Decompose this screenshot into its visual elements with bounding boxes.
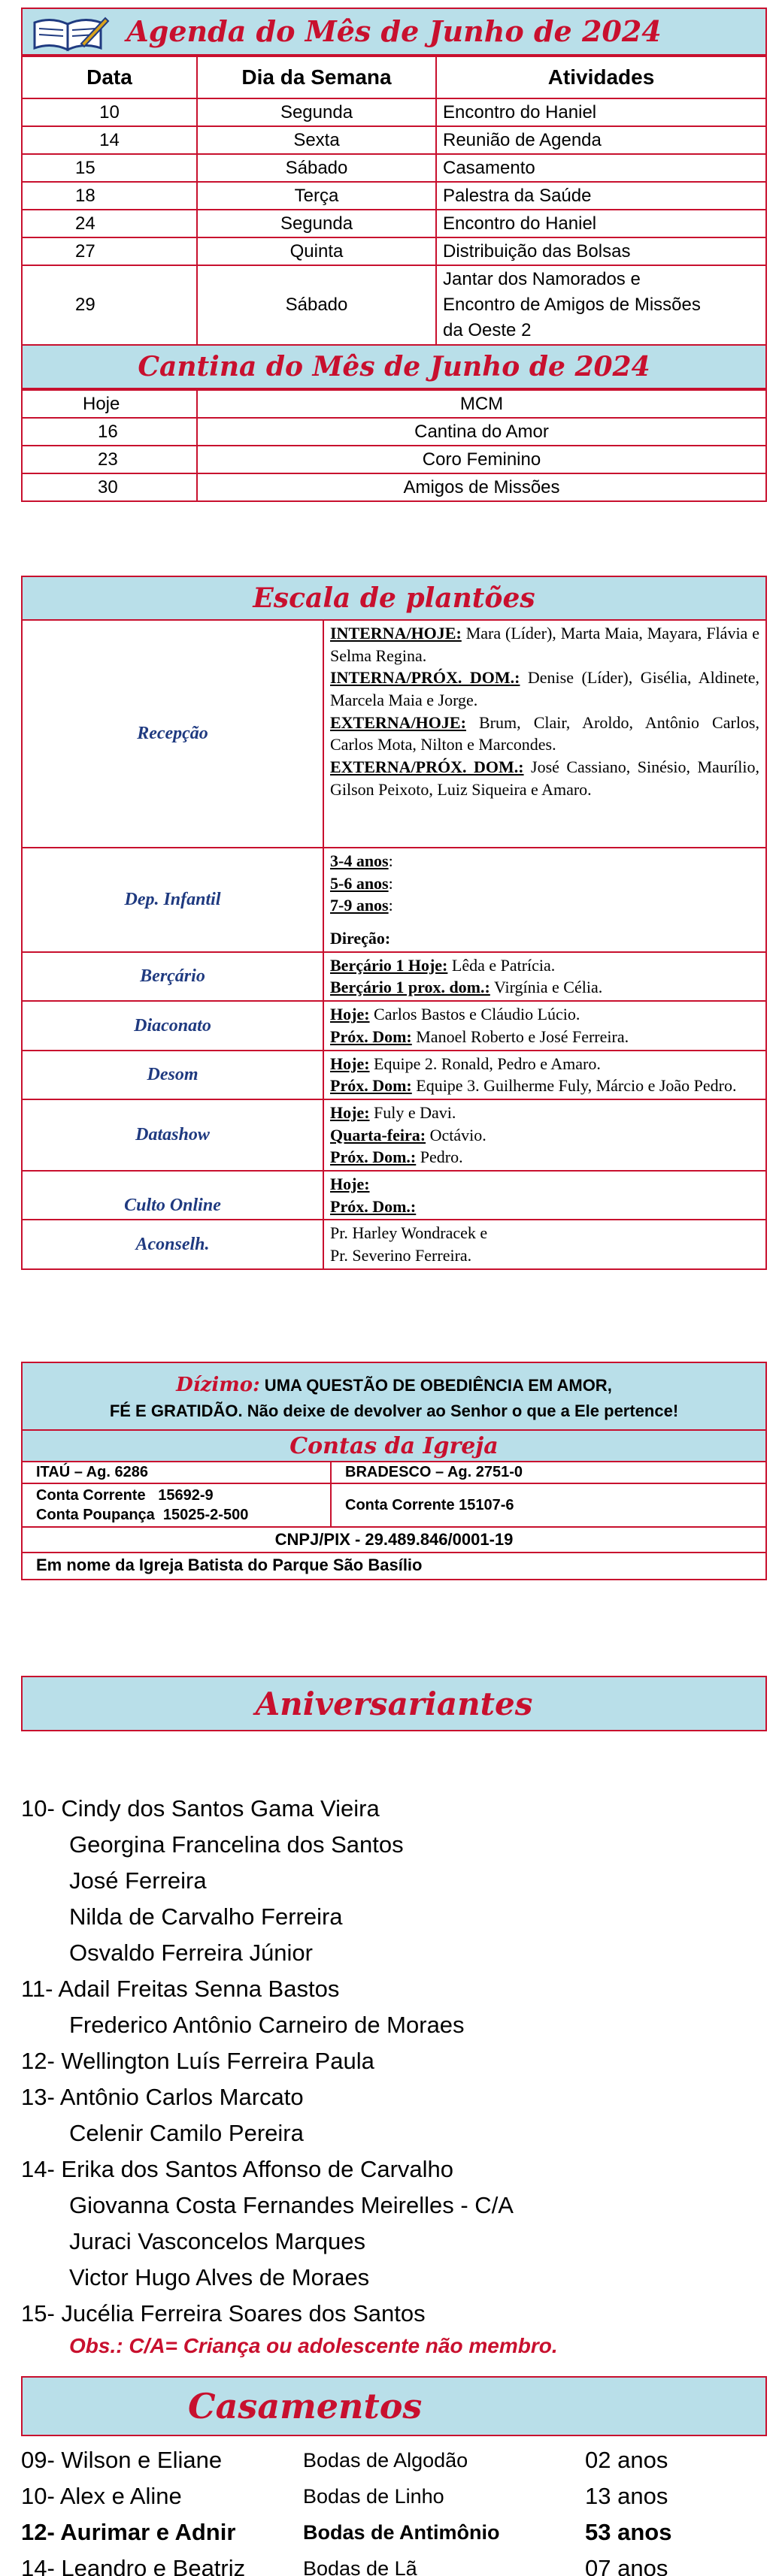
aniversariantes-obs: Obs.: C/A= Criança ou adolescente não membro. bbox=[69, 2334, 558, 2357]
datashow-hoje-label: Hoje: bbox=[330, 1102, 370, 1122]
table-row bbox=[22, 446, 766, 473]
itau-contas bbox=[23, 1483, 331, 1527]
recepcao-interna-prox: Denise (Líder), Gisélia, Aldinete, Marcela Maia e Jorge. bbox=[330, 668, 759, 710]
table-row bbox=[23, 1099, 765, 1171]
recepcao-interna-hoje: Mara (Líder), Marta Maia, Mayara, Flávia e Selma Regina. bbox=[330, 624, 759, 665]
agenda-activity: Encontro do Haniel bbox=[436, 98, 766, 126]
bradesco-conta-corrente: Conta Corrente 15107-6 bbox=[331, 1483, 765, 1527]
table-row bbox=[22, 473, 766, 501]
itau-conta-corrente: Conta Corrente 15692-9 bbox=[36, 1487, 214, 1504]
recepcao-externa-hoje-label: EXTERNA/HOJE: bbox=[330, 712, 466, 732]
bradesco-agencia: BRADESCO – Ag. 2751-0 bbox=[331, 1462, 765, 1483]
table-row bbox=[23, 848, 765, 952]
escala-label-aconselh: Aconselh. bbox=[23, 1220, 323, 1268]
casamento-anos: 53 anos bbox=[585, 2519, 672, 2545]
casamento-names: 10- Alex e Aline bbox=[21, 2483, 182, 2509]
agenda-day: Segunda bbox=[197, 98, 436, 126]
list-item: Osvaldo Ferreira Júnior bbox=[69, 1940, 313, 1966]
table-row bbox=[22, 390, 766, 418]
header-dia: Dia da Semana bbox=[197, 56, 436, 98]
escala-label-bercario: Berçário bbox=[23, 952, 323, 1001]
diaconato-prox: Manoel Roberto e José Ferreira. bbox=[411, 1026, 629, 1046]
list-item: 13- Antônio Carlos Marcato bbox=[21, 2084, 304, 2110]
table-row bbox=[23, 1171, 765, 1220]
agenda-header-row bbox=[22, 56, 766, 98]
table-row bbox=[22, 237, 766, 265]
bercario-hoje: Lêda e Patrícia. bbox=[447, 955, 556, 975]
infantil-7-9-colon: : bbox=[388, 896, 393, 915]
table-row bbox=[22, 154, 766, 182]
escala-label-diaconato: Diaconato bbox=[23, 1001, 323, 1050]
escala-infantil-cell bbox=[323, 848, 765, 952]
cantina-group: Amigos de Missões bbox=[197, 473, 766, 501]
table-row bbox=[23, 1462, 765, 1483]
agenda-activity: Reunião de Agenda bbox=[436, 126, 766, 154]
agenda-table bbox=[21, 56, 767, 346]
table-row bbox=[22, 265, 766, 345]
cantina-group: Coro Feminino bbox=[197, 446, 766, 473]
desom-hoje: Equipe 2. Ronald, Pedro e Amaro. bbox=[369, 1054, 601, 1073]
agenda-date: 15 bbox=[22, 154, 197, 182]
list-item bbox=[21, 2442, 767, 2478]
list-item: Giovanna Costa Fernandes Meirelles - C/A bbox=[69, 2192, 514, 2218]
agenda-date: 27 bbox=[22, 237, 197, 265]
table-row bbox=[23, 1220, 765, 1268]
agenda-date: 24 bbox=[22, 210, 197, 237]
culto-hoje-label: Hoje: bbox=[330, 1174, 370, 1193]
agenda-date: 18 bbox=[22, 182, 197, 210]
infantil-3-4: 3-4 anos bbox=[330, 851, 389, 870]
recepcao-externa-hoje: Brum, Clair, Aroldo, Antônio Carlos, Carlos Mota, Nilton e Marcondes. bbox=[330, 712, 759, 754]
list-item: 12- Wellington Luís Ferreira Paula bbox=[21, 2048, 374, 2074]
infantil-5-6-colon: : bbox=[388, 873, 393, 893]
agenda-day: Quinta bbox=[197, 237, 436, 265]
table-row bbox=[22, 418, 766, 446]
table-row bbox=[22, 126, 766, 154]
list-item bbox=[21, 2514, 767, 2550]
desom-hoje-label: Hoje: bbox=[330, 1054, 370, 1073]
casamento-anos: 02 anos bbox=[585, 2447, 668, 2473]
agenda-activity: Casamento bbox=[436, 154, 766, 182]
itau-conta-poupanca: Conta Poupança 15025-2-500 bbox=[36, 1507, 249, 1523]
bercario-hoje-label: Berçário 1 Hoje: bbox=[330, 955, 448, 975]
dizimo-word: Dízimo: bbox=[176, 1374, 260, 1396]
list-item bbox=[21, 2550, 767, 2576]
list-item: 11- Adail Freitas Senna Bastos bbox=[21, 1976, 340, 2002]
culto-prox-label: Próx. Dom.: bbox=[330, 1196, 417, 1216]
recepcao-interna-hoje-label: INTERNA/HOJE: bbox=[330, 624, 462, 642]
agenda-day: Terça bbox=[197, 182, 436, 210]
casamento-bodas: Bodas de Linho bbox=[303, 2485, 444, 2508]
recepcao-externa-prox: José Cassiano, Sinésio, Maurílio, Gilson Peixoto, Luiz Siqueira e Amaro. bbox=[330, 757, 759, 799]
table-row bbox=[23, 621, 765, 848]
contas-title: Contas da Igreja bbox=[289, 1433, 499, 1459]
aniversariantes-list bbox=[21, 1791, 767, 2360]
agenda-activity: Jantar dos Namorados e Encontro de Amigos de Missões da Oeste 2 bbox=[436, 265, 766, 345]
dizimo-section bbox=[21, 1362, 767, 1580]
table-row bbox=[23, 1051, 765, 1099]
list-item: 10- Cindy dos Santos Gama Vieira bbox=[21, 1795, 380, 1822]
casamentos-list bbox=[21, 2442, 767, 2576]
escala-culto-cell bbox=[323, 1171, 765, 1220]
dizimo-line1: UMA QUESTÃO DE OBEDIÊNCIA EM AMOR, bbox=[259, 1376, 612, 1395]
table-row bbox=[23, 952, 765, 1001]
agenda-day: Sábado bbox=[197, 154, 436, 182]
cantina-date: Hoje bbox=[22, 390, 197, 418]
escala-bercario-cell bbox=[323, 952, 765, 1001]
table-row bbox=[22, 182, 766, 210]
bercario-prox-label: Berçário 1 prox. dom.: bbox=[330, 978, 490, 997]
datashow-quarta-label: Quarta-feira: bbox=[330, 1125, 426, 1144]
agenda-activity: Distribuição das Bolsas bbox=[436, 237, 766, 265]
escala-table bbox=[23, 621, 765, 1268]
agenda-day: Sábado bbox=[197, 265, 436, 345]
escala-diaconato-cell bbox=[323, 1001, 765, 1050]
cantina-date: 30 bbox=[22, 473, 197, 501]
aconselh-pr2: Pr. Severino Ferreira. bbox=[330, 1246, 472, 1265]
datashow-quarta: Octávio. bbox=[426, 1125, 486, 1144]
aniversariantes-title: Aniversariantes bbox=[255, 1686, 533, 1722]
datashow-prox-label: Próx. Dom.: bbox=[330, 1147, 417, 1167]
list-item: Nilda de Carvalho Ferreira bbox=[69, 1903, 343, 1930]
aconselh-pr1: Pr. Harley Wondracek e bbox=[330, 1223, 488, 1243]
agenda-day: Segunda bbox=[197, 210, 436, 237]
cantina-title-bar bbox=[21, 346, 767, 389]
recepcao-interna-prox-label: INTERNA/PRÓX. DOM.: bbox=[330, 668, 520, 688]
list-item: 14- Erika dos Santos Affonso de Carvalho bbox=[21, 2156, 453, 2182]
conta-titular: Em nome da Igreja Batista do Parque São Basílio bbox=[36, 1556, 423, 1574]
diaconato-hoje-label: Hoje: bbox=[330, 1005, 370, 1024]
table-row bbox=[23, 1001, 765, 1050]
agenda-section bbox=[21, 8, 767, 502]
escala-desom-cell bbox=[323, 1051, 765, 1099]
aniversariantes-title-bar bbox=[21, 1676, 767, 1731]
infantil-3-4-colon: : bbox=[388, 851, 393, 870]
desom-prox-label: Próx. Dom: bbox=[330, 1076, 412, 1096]
bercario-prox: Virgínia e Célia. bbox=[490, 978, 603, 997]
datashow-prox: Pedro. bbox=[416, 1147, 463, 1167]
casamento-names: 09- Wilson e Eliane bbox=[21, 2447, 223, 2473]
casamentos-title: Casamentos bbox=[188, 2386, 423, 2426]
header-data: Data bbox=[22, 56, 197, 98]
table-row bbox=[23, 1483, 765, 1527]
dizimo-line2: FÉ E GRATIDÃO. Não deixe de devolver ao Senhor o que a Ele pertence! bbox=[109, 1401, 679, 1420]
diaconato-prox-label: Próx. Dom: bbox=[330, 1026, 412, 1046]
escala-recepcao-cell bbox=[323, 621, 765, 848]
casamento-names: 14- Leandro e Beatriz bbox=[21, 2555, 246, 2576]
escala-aconselh-cell bbox=[323, 1220, 765, 1268]
header-atividades: Atividades bbox=[436, 56, 766, 98]
escala-label-infantil: Dep. Infantil bbox=[23, 848, 323, 952]
recepcao-externa-prox-label: EXTERNA/PRÓX. DOM.: bbox=[330, 757, 524, 777]
casamento-bodas: Bodas de Algodão bbox=[303, 2449, 468, 2472]
list-item: Frederico Antônio Carneiro de Moraes bbox=[69, 2012, 465, 2038]
datashow-hoje: Fuly e Davi. bbox=[369, 1102, 456, 1122]
desom-prox: Equipe 3. Guilherme Fuly, Márcio e João Pedro. bbox=[411, 1076, 737, 1096]
list-item: Georgina Francelina dos Santos bbox=[69, 1831, 404, 1858]
cantina-group: MCM bbox=[197, 390, 766, 418]
itau-agencia: ITAÚ – Ag. 6286 bbox=[23, 1462, 331, 1483]
list-item bbox=[21, 2478, 767, 2514]
list-item: 15- Jucélia Ferreira Soares dos Santos bbox=[21, 2300, 426, 2327]
casamento-anos: 13 anos bbox=[585, 2483, 668, 2509]
agenda-date: 14 bbox=[22, 126, 197, 154]
table-row bbox=[22, 210, 766, 237]
agenda-activity: Encontro do Haniel bbox=[436, 210, 766, 237]
open-book-pen-icon bbox=[29, 14, 111, 54]
infantil-direcao: Direção: bbox=[330, 929, 391, 948]
cantina-title: Cantina do Mês de Junho de 2024 bbox=[138, 351, 650, 382]
escala-title-bar bbox=[23, 577, 765, 621]
contas-title-bar bbox=[23, 1429, 765, 1462]
casamentos-title-bar bbox=[21, 2376, 767, 2436]
list-item: Juraci Vasconcelos Marques bbox=[69, 2228, 365, 2254]
escala-label-culto: Culto Online bbox=[23, 1171, 323, 1220]
list-item: José Ferreira bbox=[69, 1867, 207, 1894]
casamento-bodas: Bodas de Antimônio bbox=[303, 2521, 500, 2544]
cantina-date: 23 bbox=[22, 446, 197, 473]
agenda-activity: Palestra da Saúde bbox=[436, 182, 766, 210]
contas-table bbox=[23, 1462, 765, 1528]
agenda-day: Sexta bbox=[197, 126, 436, 154]
escala-section bbox=[21, 576, 767, 1270]
agenda-title-bar bbox=[21, 8, 767, 56]
escala-label-desom: Desom bbox=[23, 1051, 323, 1099]
cantina-table bbox=[21, 389, 767, 502]
casamento-anos: 07 anos bbox=[585, 2555, 668, 2576]
agenda-date: 10 bbox=[22, 98, 197, 126]
infantil-7-9: 7-9 anos bbox=[330, 896, 389, 915]
cnpj-pix: CNPJ/PIX - 29.489.846/0001-19 bbox=[23, 1528, 765, 1553]
casamento-bodas: Bodas de Lã bbox=[303, 2557, 417, 2576]
cantina-group: Cantina do Amor bbox=[197, 418, 766, 446]
escala-title: Escala de plantões bbox=[253, 582, 535, 614]
agenda-title: Agenda do Mês de Junho de 2024 bbox=[126, 14, 662, 48]
agenda-date: 29 bbox=[22, 265, 197, 345]
diaconato-hoje: Carlos Bastos e Cláudio Lúcio. bbox=[369, 1005, 580, 1024]
cantina-date: 16 bbox=[22, 418, 197, 446]
list-item: Victor Hugo Alves de Moraes bbox=[69, 2264, 370, 2290]
table-row bbox=[22, 98, 766, 126]
escala-label-datashow: Datashow bbox=[23, 1099, 323, 1171]
escala-label-recepcao: Recepção bbox=[23, 621, 323, 848]
list-item: Celenir Camilo Pereira bbox=[69, 2120, 304, 2146]
escala-datashow-cell bbox=[323, 1099, 765, 1171]
infantil-5-6: 5-6 anos bbox=[330, 873, 389, 893]
dizimo-header bbox=[23, 1363, 765, 1429]
casamento-names: 12- Aurimar e Adnir bbox=[21, 2519, 236, 2545]
